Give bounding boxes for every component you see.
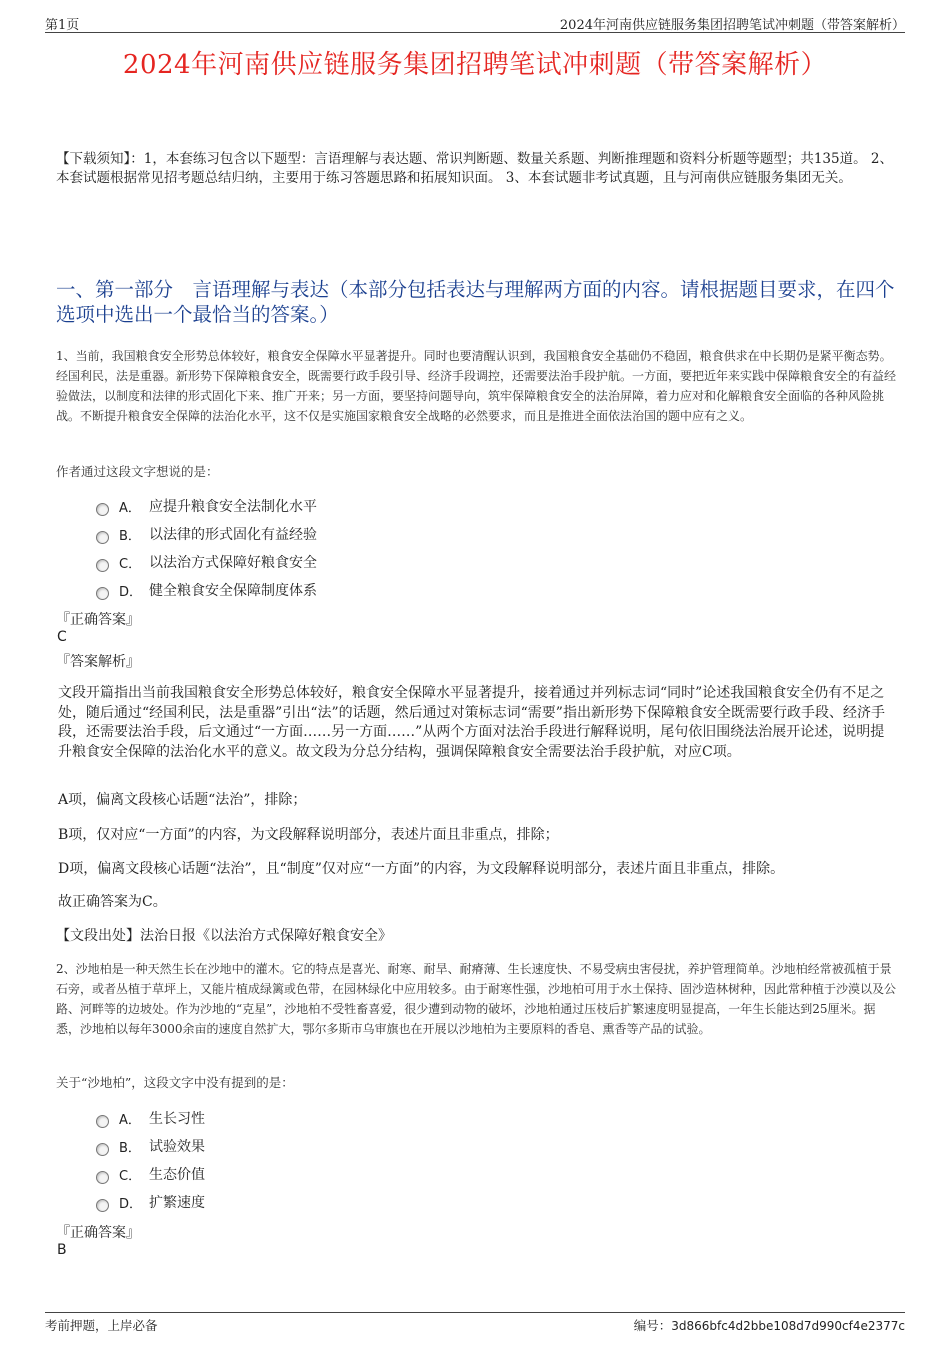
analysis-option-b: B项，仅对应“一方面”的内容，为文段解释说明部分，表述片面且非重点，排除； [58,827,559,843]
analysis-conclusion: 故正确答案为C。 [58,894,167,910]
option-letter: D． [119,584,143,600]
option-d[interactable] [96,1188,596,1216]
correct-answer-label: 『正确答案』 [56,612,140,628]
option-letter: A． [119,500,141,516]
question-2-text: 2、沙地柏是一种天然生长在沙地中的灌木。它的特点是喜光、耐寒、耐旱、耐瘠薄、生长速度快、不易受病虫害侵扰，养护管理简单。沙地柏经常被孤植于景石旁，或者丛植于草坪上，又能片植成绿篱或色带，在园林绿化中应用较多。由于耐寒性强，沙地柏可用于水土保持、固沙造林树种，因此常种植于沙漠以及公路、河畔等的边坡处。作为沙地的“克星”，沙地柏不受牲畜喜爱，很少遭到动物的破坏，沙地柏通过压枝后扩繁速度明显提高，一年生长能达到25厘米。据悉，沙地柏以每年3000余亩的速度自然扩大，鄂尔多斯市乌审旗也在开展以沙地柏为主要原料的香皂、熏香等产品的试验。 [56,962,897,1036]
analysis-label: 『答案解析』 [56,654,140,670]
question-2-prompt: 关于“沙地柏”，这段文字中没有提到的是： [56,1075,294,1090]
option-text: 以法治方式保障好粮食安全 [149,555,317,571]
radio-icon[interactable] [96,503,109,516]
radio-icon[interactable] [96,531,109,544]
analysis-option-a: A项，偏离文段核心话题“法治”，排除； [58,792,307,808]
text-source: 【文段出处】法治日报《以法治方式保障好粮食安全》 [56,928,392,944]
option-letter: C． [119,1168,142,1184]
option-text: 生态价值 [149,1167,205,1183]
option-text: 健全粮食安全保障制度体系 [149,583,317,599]
header-doc-title: 2024年河南供应链服务集团招聘笔试冲刺题（带答案解析） [559,18,905,33]
footer-slogan: 考前押题，上岸必备 [45,1318,158,1333]
option-text: 以法律的形式固化有益经验 [149,527,317,543]
option-a[interactable] [96,1104,596,1132]
option-letter: A． [119,1112,141,1128]
option-text: 应提升粮食安全法制化水平 [149,499,317,515]
radio-icon[interactable] [96,1143,109,1156]
download-notice: 【下载须知】：1，本套练习包含以下题型：言语理解与表达题、常识判断题、数量关系题、判断推理题和资料分析题等题型；共135道。 2、本套试题根据常见招考题总结归纳，主要用于练习答题思路和拓展知识面。 3、本套试题非考试真题，且与河南供应链服务集团无关。 [56,151,893,186]
radio-icon[interactable] [96,1199,109,1212]
option-text: 扩繁速度 [149,1195,205,1211]
option-text: 试验效果 [149,1139,205,1155]
question-1-text: 1、当前，我国粮食安全形势总体较好，粮食安全保障水平显著提升。同时也要清醒认识到，我国粮食安全基础仍不稳固，粮食供求在中长期仍是紧平衡态势。经国利民，法是重器。新形势下保障粮食安全，既需要行政手段引导、经济手段调控，还需要法治手段护航。一方面，要把近年来实践中保障粮食安全的有益经验做法，以制度和法律的形式固化下来、推广开来；另一方面，要坚持问题导向，筑牢保障粮食安全的法治屏障，着力应对和化解粮食安全面临的各种风险挑战。不断提升粮食安全保障的法治化水平，这不仅是实施国家粮食安全战略的必然要求，而且是推进全面依法治国的题中应有之义。 [56,349,897,423]
page-number: 第1页 [45,18,80,33]
radio-icon[interactable] [96,1171,109,1184]
option-letter: B． [119,528,141,544]
page-header [45,12,905,33]
correct-answer-value: B [57,1242,67,1258]
section-heading: 一、第一部分 言语理解与表达（本部分包括表达与理解两方面的内容。请根据题目要求，在四个选项中选出一个最恰当的答案。） [56,278,895,326]
analysis-option-d: D项，偏离文段核心话题“法治”，且“制度”仅对应“一方面”的内容，为文段解释说明部分，表述片面且非重点，排除。 [58,861,785,877]
option-letter: B． [119,1140,141,1156]
correct-answer-label: 『正确答案』 [56,1225,140,1241]
option-b[interactable] [96,1132,596,1160]
code-label: 编号： [633,1318,672,1333]
page-footer [45,1312,905,1333]
question-2-options [96,1104,596,1216]
option-text: 生长习性 [149,1111,205,1127]
option-d[interactable] [96,576,596,604]
radio-icon[interactable] [96,559,109,572]
option-c[interactable] [96,548,596,576]
question-1-options [96,492,596,604]
analysis-text: 文段开篇指出当前我国粮食安全形势总体较好，粮食安全保障水平显著提升，接着通过并列标志词“同时”论述我国粮食安全仍有不足之处，随后通过“经国利民，法是重器”引出“法”的话题，然后通过对策标志词“需要”指出新形势下保障粮食安全既需要行政手段、经济手段，还需要法治手段，后文通过“一方面……另一方面……”从两个方面对法治手段进行解释说明，尾句依旧围绕法治展开论述，说明提升粮食安全保障的法治化水平的意义。故文段为分总分结构，强调保障粮食安全需要法治手段护航，对应C项。 [58,685,885,760]
document-title: 2024年河南供应链服务集团招聘笔试冲刺题（带答案解析） [122,50,828,80]
option-b[interactable] [96,520,596,548]
option-letter: D． [119,1196,143,1212]
correct-answer-value: C [57,629,67,645]
option-a[interactable] [96,492,596,520]
radio-icon[interactable] [96,587,109,600]
code-value: 3d866bfc4d2bbe108d7d990cf4e2377c [671,1319,905,1333]
option-letter: C． [119,556,142,572]
question-1-prompt: 作者通过这段文字想说的是： [56,464,219,479]
radio-icon[interactable] [96,1115,109,1128]
footer-code [634,1316,905,1334]
option-c[interactable] [96,1160,596,1188]
